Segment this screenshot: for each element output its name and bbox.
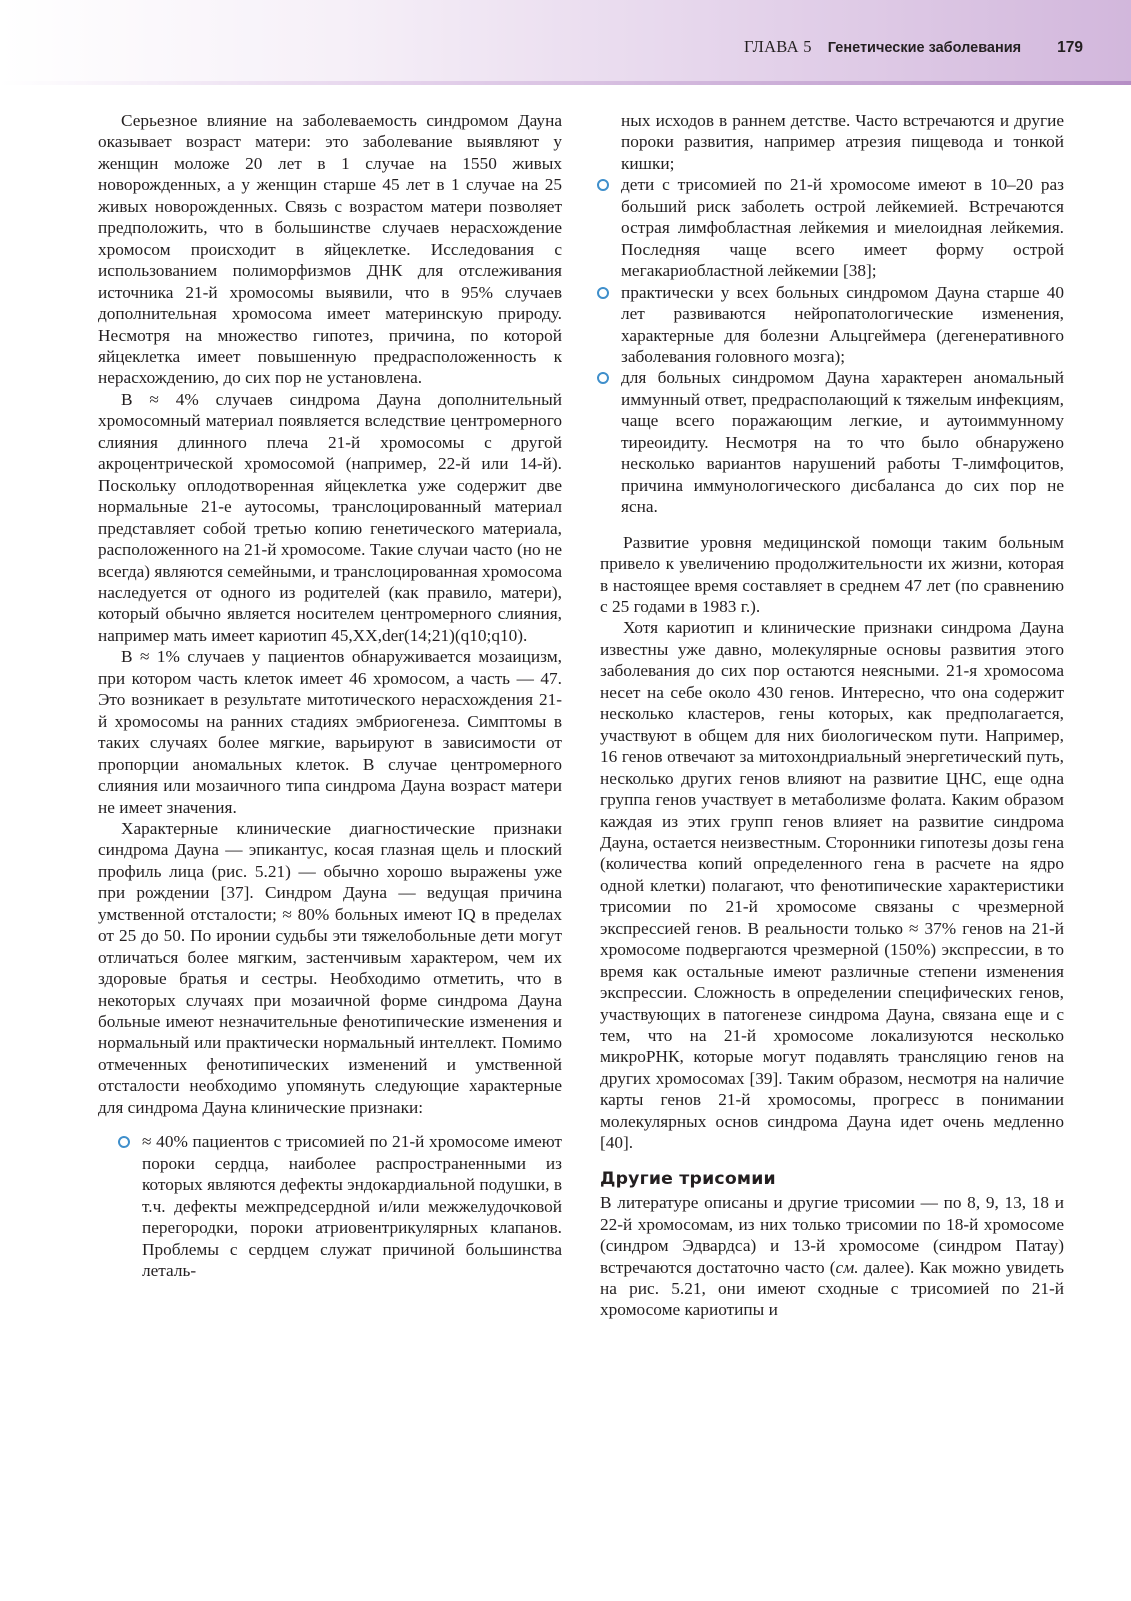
paragraph: Серьезное влияние на заболеваемость синдромом Дауна оказывает возраст матери: это заболевание выявляют у женщин моложе 20 лет в 1 случае на 1550 живых новорожденных, а у женщин старше 45 лет в 1 случае на 25 живых новорожденных. Связь с возрастом матери позволяет предположить, что в большинстве случаев нерасхождение хромосом происходит в яйцеклетке. Исследования с использованием полиморфизмов ДНК для отслеживания источника 21-й хромосомы выявили, что в 95% случаев дополнительная хромосома имеет материнскую природу. Несмотря на множество гипотез, причина, по которой яйцеклетка имеет повышенную предрасположенность к нерасхождению, до сих пор не установлена. xyxy=(98,111,562,388)
list-item-text: для больных синдромом Дауна характерен аномальный иммунный ответ, предрасполающий к тяжелым инфекциям, чаще всего поражающим легкие, и аутоиммунному тиреоидиту. Несмотря на то что было обнаружено несколько вариантов нарушений работы Т-лимфоцитов, причина иммунологического дисбаланса до сих пор не ясна. xyxy=(621,368,1064,517)
section-heading: Другие трисомии xyxy=(600,1168,776,1189)
italic-reference: см. xyxy=(835,1257,859,1277)
paragraph: В ≈ 1% случаев у пациентов обнаруживается мозаицизм, при котором часть клеток имеет 46 хромосом, а часть — 47. Это возникает в результате митотического нерасхождения 21-й хромосомы на ранних стадиях эмбриогенеза. Симптомы в таких случаях более мягкие, варьируют в зависимости от пропорции аномальных клеток. В случае центромерного слияния или мозаичного типа синдрома Дауна возраст матери не имеет значения. xyxy=(98,647,562,817)
running-head xyxy=(744,37,1083,57)
bullet-list xyxy=(577,110,1064,518)
list-item xyxy=(577,367,1064,517)
chapter-label: ГЛАВА 5 xyxy=(744,37,812,56)
paragraph: Характерные клинические диагностические признаки синдрома Дауна — эпикантус, косая глазная щель и плоский профиль лица (рис. 5.21) — обычно хорошо выражены уже при рождении [37]. Синдром Дауна — ведущая причина умственной отсталости; ≈ 80% больных имеют IQ в пределах от 25 до 50. По иронии судьбы эти тяжелобольные дети могут отличаться более мягким, застенчивым характером, чем их здоровые братья и сестры. Необходимо отметить, что в некоторых случаях при мозаичной форме синдрома Дауна больные имеют незначительные фенотипические изменения и нормальный или практически нормальный интеллект. Помимо отмеченных фенотипических изменений и умственной отсталости необходимо упомянуть следующие характерные для синдрома Дауна клинические признаки: xyxy=(98,818,562,1117)
list-item xyxy=(98,1131,562,1281)
list-item-text: дети с трисомией по 21-й хромосоме имеют в 10–20 раз больший риск заболеть острой лейкемией. Встречаются острая лимфобластная лейкемия и миелоидная лейкемия. Последняя чаще всего имеет форму острой мегакариобластной лейкемии [38]; xyxy=(621,175,1064,281)
bullet-icon xyxy=(597,287,609,299)
bullet-icon xyxy=(118,1136,130,1148)
paragraph: Развитие уровня медицинской помощи таким больным привело к увеличению продолжительности их жизни, которая в настоящее время составляет в среднем 47 лет (по сравнению с 25 годами в 1983 г.). xyxy=(600,532,1064,616)
header-rule xyxy=(0,81,1131,85)
page-number: 179 xyxy=(1057,39,1083,56)
paragraph-text: далее). Как можно увидеть на рис. 5.21, они имеют сходные с трисомией по 21-й хромосоме кариотипы и xyxy=(600,1257,1064,1320)
paragraph xyxy=(600,1192,1064,1321)
list-item xyxy=(577,282,1064,368)
paragraph: Хотя кариотип и клинические признаки синдрома Дауна известны уже давно, молекулярные основы развития этого заболевания до сих пор остаются неясными. 21-я хромосома несет на себе около 430 генов. Интересно, что она содержит несколько кластеров, гены которых, как предполагается, участвуют в общем для них биологическом пути. Например, 16 генов отвечают за митохондриальный энергетический путь, несколько других генов влияют на развитие ЦНС, еще одна группа генов участвует в метаболизме фолата. Каким образом каждая из этих групп генов влияет на развитие синдрома Дауна, остается неизвестным. Сторонники гипотезы дозы гена (количества копий определенного гена в расчете на ядро одной клетки) полагают, что фенотипические характеристики трисомии по 21-й хромосоме связаны с чрезмерной экспрессией генов. В реальности только ≈ 37% генов на 21-й хромосоме подвергаются чрезмерной (150%) экспрессии, в то время как остальные имеют различные степени изменения экспрессии. Сложность в определении специфических генов, участвующих в патогенезе синдрома Дауна, связана еще и с тем, что на 21-й хромосоме локализуются несколько микроРНК, которые могут подавлять трансляцию генов на других хромосомах [39]. Таким образом, несмотря на наличие карты генов 21-й хромосомы, прогресс в понимании молекулярных основ синдрома Дауна идет очень медленно [40]. xyxy=(600,618,1064,1153)
list-item xyxy=(577,174,1064,281)
bullet-list xyxy=(98,1131,562,1281)
chapter-title: Генетические заболевания xyxy=(827,40,1022,56)
bullet-icon xyxy=(597,179,609,191)
bullet-icon xyxy=(597,372,609,384)
paragraph: В ≈ 4% случаев синдрома Дауна дополнительный хромосомный материал появляется вследствие центромерного слияния длинного плеча 21-й хромосомы с другой акроцентрической хромосомой (например, 22-й или 14-й). Поскольку оплодотворенная яйцеклетка уже содержит две нормальные 21-е аутосомы, транслоцированный материал представляет собой третью копию генетического материала, расположенного на 21-й хромосоме. Такие случаи часто (но не всегда) являются семейными, и транслоцированная хромосома наследуется от одного из родителей (как правило, матери), который обычно является носителем центромерного слияния, например мать имеет кариотип 45,XX,der(14;21)(q10;q10). xyxy=(98,389,563,645)
right-column xyxy=(600,110,1064,1321)
list-item-continued xyxy=(577,110,1064,174)
paragraph-text: В литературе описаны и другие трисомии — по 8, 9, 13, 18 и 22-й хромосомам, из них только трисомии по 18-й хромосоме (синдром Эдвардса) и 13-й хромосоме (синдром Патау) встречаются достаточно часто ( xyxy=(600,1193,1064,1277)
left-column xyxy=(98,110,562,1281)
list-item-text: практически у всех больных синдромом Дауна старше 40 лет развиваются нейропатологические изменения, характерные для болезни Альцгеймера (дегенеративного заболевания головного мозга); xyxy=(621,282,1064,366)
list-item-text: ных исходов в раннем детстве. Часто встречаются и другие пороки развития, например атрезия пищевода и тонкой кишки; xyxy=(621,111,1064,173)
list-item-text: ≈ 40% пациентов с трисомией по 21-й хромосоме имеют пороки сердца, наиболее распространенными из которых являются дефекты эндокардиальной подушки, в т.ч. дефекты межпредсердной и/или межжелудочковой перегородки, пороки атриовентрикулярных клапанов. Проблемы с сердцем служат причиной большинства леталь- xyxy=(142,1132,562,1281)
